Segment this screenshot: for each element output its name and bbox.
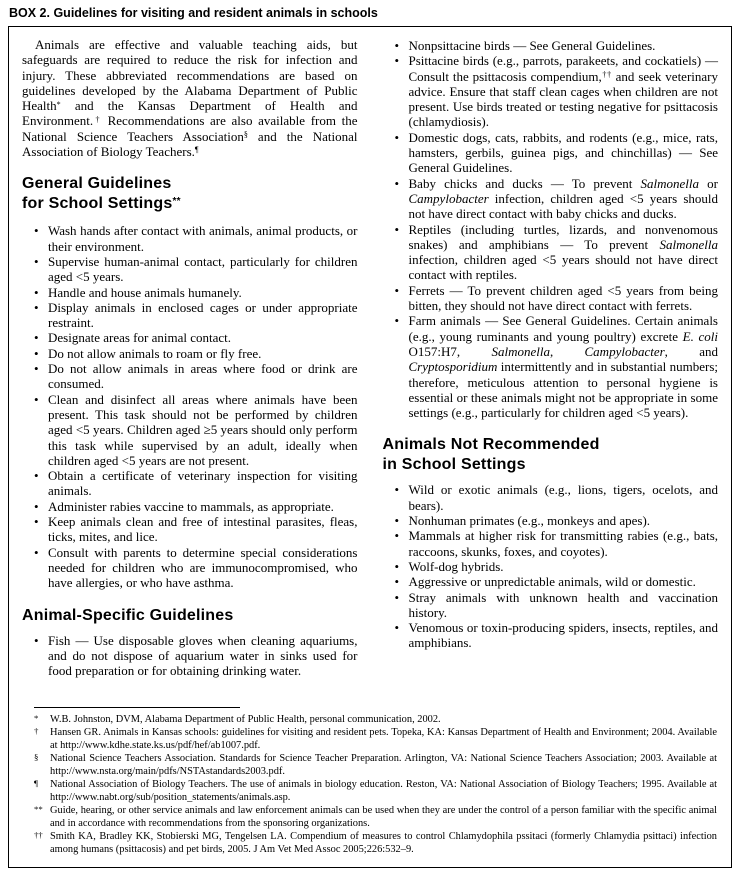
bullet-icon: •: [394, 313, 400, 329]
bullet-icon: •: [394, 129, 400, 145]
footnote-text: W.B. Johnston, DVM, Alabama Department of Public Health, personal communication, 2002.: [50, 714, 441, 725]
footnote-text: National Science Teachers Association. Standards for Science Teacher Preparation. Arlington, VA: National Science Teachers Association; 2003. Available at http://www.nsta.org/main/pdfs/NSTAstandards2003.pdf.: [50, 753, 717, 777]
list-item-text: Aggressive or unpredictable animals, wild or domestic.: [408, 574, 696, 590]
bullet-icon: •: [394, 589, 400, 605]
bullet-icon: •: [394, 53, 400, 69]
footnote: [34, 752, 717, 778]
bullet-icon: •: [394, 620, 400, 636]
heading-not-recommended: [383, 435, 719, 475]
bullet-icon: •: [394, 513, 400, 529]
bullet-icon: •: [34, 498, 39, 514]
list-item-text: Designate areas for animal contact.: [48, 330, 231, 346]
bullet-icon: •: [34, 514, 39, 530]
list-item: [22, 633, 358, 679]
bullet-icon: •: [34, 330, 39, 346]
list-item: [383, 313, 719, 420]
list-item-text: Handle and house animals humanely.: [48, 284, 242, 300]
list-item: [22, 223, 358, 254]
list-item: [383, 590, 719, 621]
list-item-text: Mammals at higher risk for transmitting rabies (e.g., bats, raccoons, skunks, foxes, and coyotes).: [408, 528, 718, 559]
list-item-text: Consult with parents to determine special considerations needed for children who are immunocompromised, who have allergies, or who have asthma.: [48, 544, 358, 591]
heading-line: Animals Not Recommended: [382, 436, 600, 454]
list-item: [22, 285, 358, 300]
list-item: [22, 468, 358, 499]
list-item-text: Baby chicks and ducks — To prevent Salmonella or Campylobacter infection, children aged <5 years should not have direct contact with baby chicks and ducks.: [408, 175, 718, 222]
list-item-text: Stray animals with unknown health and vaccination history.: [408, 589, 718, 620]
footnotes-section: [34, 707, 717, 856]
bullet-icon: •: [394, 528, 400, 544]
list-item: [383, 528, 719, 559]
list-item-text: Nonpsittacine birds — See General Guidelines.: [408, 38, 656, 53]
list-item-text: Keep animals clean and free of intestinal parasites, fleas, ticks, mites, and lice.: [48, 514, 358, 545]
heading-line: General Guidelines: [22, 175, 172, 193]
list-item-text: Wolf-dog hybrids.: [408, 558, 504, 574]
list-item: [383, 620, 719, 651]
footnote-marker: *: [34, 713, 39, 723]
list-item-text: Obtain a certificate of veterinary inspection for visiting animals.: [48, 468, 358, 499]
footnote-list: [34, 713, 717, 856]
footnote-text: Hansen GR. Animals in Kansas schools: guidelines for visiting and resident pets. Topeka, KA: Kansas Department of Health and Environment; 2004. Available at http://www.kdhe.state.ks.us/pdf/hef/ab1007.pdf.: [50, 727, 717, 751]
bullet-icon: •: [34, 299, 39, 315]
heading-line: in School Settings: [382, 456, 526, 474]
animal-specific-list-right: [383, 38, 719, 420]
list-item-text: Administer rabies vaccine to mammals, as appropriate.: [48, 498, 334, 514]
bullet-icon: •: [34, 632, 39, 648]
list-item: [22, 545, 358, 591]
bullet-icon: •: [394, 221, 400, 237]
bullet-icon: •: [34, 253, 39, 269]
list-item-text: Farm animals — See General Guidelines. Certain animals (e.g., young ruminants and young poultry) excrete E. coli O157:H7, Salmonella, Campylobacter, and Cryptosporidium intermittently and in substantial numbers; therefore, meticulous attention to personal hygiene is essential or these animals might not be appropriate in some settings (e.g., particularly for children aged <5 years).: [408, 313, 719, 421]
bullet-icon: •: [394, 574, 400, 590]
box-title: BOX 2. Guidelines for visiting and resident animals in schools: [9, 6, 378, 20]
list-item-text: Do not allow animals to roam or fly free.: [48, 345, 262, 361]
list-item: [22, 392, 358, 468]
list-item: [22, 346, 358, 361]
list-item-text: Venomous or toxin-producing spiders, insects, reptiles, and amphibians.: [408, 620, 718, 651]
footnote-marker: §: [34, 752, 39, 762]
bullet-icon: •: [34, 544, 39, 560]
guidelines-box: [8, 26, 732, 868]
two-column-layout: [22, 37, 718, 678]
list-item-text: Nonhuman primates (e.g., monkeys and apes).: [408, 513, 651, 529]
bullet-icon: •: [34, 284, 39, 300]
bullet-icon: •: [34, 223, 39, 239]
list-item-text: Supervise human-animal contact, particularly for children aged <5 years.: [48, 253, 358, 285]
footnote: [34, 713, 717, 726]
list-item-text: Display animals in enclosed cages or under appropriate restraint.: [48, 299, 358, 331]
list-item: [383, 513, 719, 528]
list-item: [383, 53, 719, 129]
list-item-text: Psittacine birds (e.g., parrots, parakeets, and cockatiels) — Consult the psittacosis compendium,†† and seek veterinary advice. Ensure that staff clean cages when children are not present. Use birds treated or testing negative for psittacosis (chlamydiosis).: [408, 53, 718, 130]
list-item-text: Ferrets — To prevent children aged <5 years from being bitten, they should not have direct contact with ferrets.: [408, 282, 718, 314]
list-item: [383, 222, 719, 283]
list-item-text: Do not allow animals in areas where food or drink are consumed.: [48, 361, 358, 392]
list-item: [22, 361, 358, 392]
footnote: [34, 778, 717, 804]
footnote: [34, 830, 717, 856]
list-item: [383, 176, 719, 222]
right-column: [383, 37, 719, 678]
footnote: [34, 804, 717, 830]
footnote-text: Smith KA, Bradley KK, Stobierski MG, Tengelsen LA. Compendium of measures to control Chlamydophila pssitaci (formerly Chlamydia psittaci) infection among humans (psittacosis) and pet birds, 2005. J Am Vet Med Assoc 2005;226:532–9.: [50, 831, 717, 855]
bullet-icon: •: [34, 468, 39, 484]
list-item-text: Clean and disinfect all areas where animals have been present. This task should not be performed by children aged <5 years. Children aged ≥5 years should only perform this task while supervised by an adult, ideally when children aged <5 years are not present.: [48, 391, 358, 468]
intro-paragraph: Animals are effective and valuable teaching aids, but safeguards are required to reduce the risk for infection and injury. These abbreviated recommendations are based on guidelines developed by the Alabama Department of Public Health* and the Kansas Department of Health and Environment.† Recommendations are also available from the National Science Teachers Association§ and the National Association of Biology Teachers.¶: [22, 37, 358, 160]
list-item: [22, 300, 358, 331]
footnote-marker: †: [34, 726, 39, 736]
footnote-marker: ††: [34, 830, 43, 840]
bullet-icon: •: [394, 38, 400, 53]
footnote-divider: [34, 707, 240, 708]
bullet-icon: •: [34, 361, 39, 377]
bullet-icon: •: [34, 391, 39, 407]
footnote-marker: **: [34, 804, 43, 814]
heading-animal-specific: [22, 606, 358, 626]
list-item: [22, 254, 358, 285]
left-column: [22, 37, 358, 678]
footnote-marker: ¶: [34, 778, 38, 788]
list-item-text: Fish — Use disposable gloves when cleaning aquariums, and do not dispose of aquarium water in sinks used for food preparation or for obtaining drinking water.: [48, 632, 358, 679]
list-item: [383, 130, 719, 176]
list-item: [22, 330, 358, 345]
bullet-icon: •: [34, 345, 39, 361]
list-item: [22, 499, 358, 514]
bullet-icon: •: [394, 482, 400, 498]
heading-general-guidelines: [22, 174, 358, 216]
footnote: [34, 726, 717, 752]
list-item: [383, 283, 719, 314]
bullet-icon: •: [394, 175, 400, 191]
heading-line: Animal-Specific Guidelines: [22, 606, 234, 624]
list-item: [383, 574, 719, 589]
footnote-text: National Association of Biology Teachers. The use of animals in biology education. Reston, VA: National Association of Biology Teachers; 1995. Available at http://www.nabt.org/sub/position_statements/animals.asp.: [50, 779, 717, 803]
list-item-text: Wash hands after contact with animals, animal products, or their environment.: [48, 223, 358, 254]
list-item: [22, 514, 358, 545]
general-guidelines-list: [22, 223, 358, 590]
list-item-text: Reptiles (including turtles, lizards, and nonvenomous snakes) and amphibians — To prevent Salmonella infection, children aged <5 years should not have direct contact with reptiles.: [408, 221, 718, 283]
heading-footnote-marker: **: [172, 196, 181, 208]
not-recommended-list: [383, 482, 719, 650]
footnote-text: Guide, hearing, or other service animals and law enforcement animals can be used when they are under the control of a person familiar with the specific animal and in accordance with recommendations from the sponsoring organizations.: [50, 805, 717, 829]
list-item: [383, 38, 719, 53]
list-item-text: Domestic dogs, cats, rabbits, and rodents (e.g., mice, rats, hamsters, gerbils, guinea pigs, and chinchillas) — See General Guidelines.: [408, 129, 718, 176]
heading-line: for School Settings: [22, 195, 173, 213]
bullet-icon: •: [394, 282, 400, 298]
animal-specific-list-left: [22, 633, 358, 679]
list-item: [383, 482, 719, 513]
list-item-text: Wild or exotic animals (e.g., lions, tigers, ocelots, and bears).: [408, 482, 718, 513]
bullet-icon: •: [394, 558, 400, 574]
list-item: [383, 559, 719, 574]
